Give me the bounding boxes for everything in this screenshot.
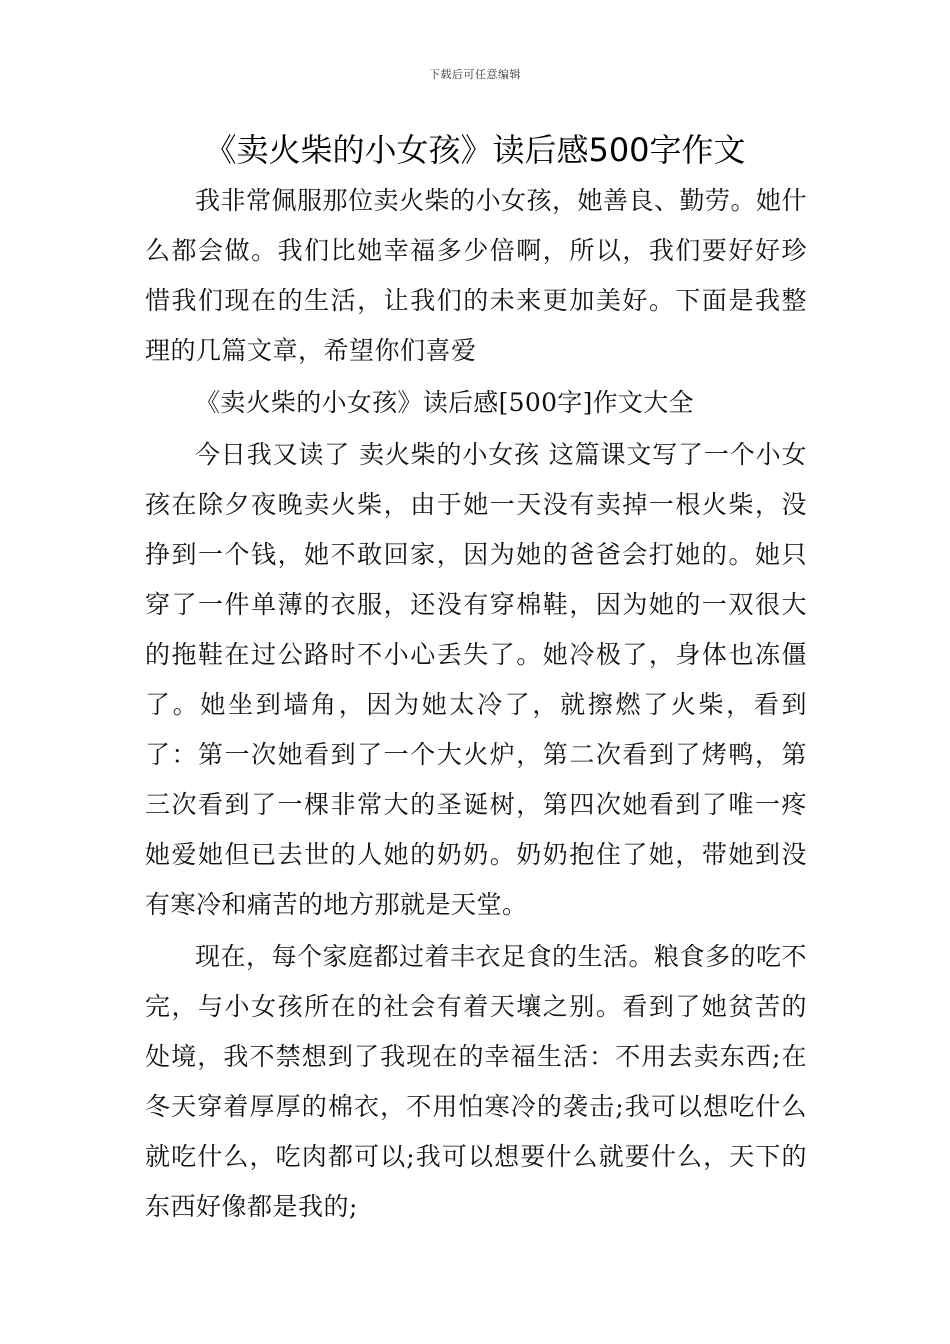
body-paragraph-1: 今日我又读了 卖火柴的小女孩 这篇课文写了一个小女孩在除夕夜晚卖火柴，由于她一天没有卖掉一根火柴，没挣到一个钱，她不敢回家，因为她的爸爸会打她的。她只穿了一件单薄的衣服，还没有穿棉鞋，因为她的一双很大的拖鞋在过公路时不小心丢失了。她冷极了，身体也冻僵了。她坐到墙角，因为她太冷了，就擦燃了火柴，看到了：第一次她看到了一个大火炉，第二次看到了烤鸭，第三次看到了一棵非常大的圣诞树，第四次她看到了唯一疼她爱她但已去世的人她的奶奶。奶奶抱住了她，带她到没有寒冷和痛苦的地方那就是天堂。 [145, 440, 807, 919]
section-subtitle: 《卖火柴的小女孩》读后感[500字]作文大全 [195, 388, 694, 417]
header-note: 下载后可任意编辑 [429, 68, 521, 81]
body-paragraph-2: 现在，每个家庭都过着丰衣足食的生活。粮食多的吃不完，与小女孩所在的社会有着天壤之别。看到了她贫苦的处境，我不禁想到了我现在的幸福生活：不用去卖东西;在冬天穿着厚厚的棉衣，不用怕寒冷的袭击;我可以想吃什么就吃什么，吃肉都可以;我可以想要什么就要什么，天下的东西好像都是我的; [145, 942, 808, 1221]
document-title: 《卖火柴的小女孩》读后感500字作文 [204, 131, 746, 169]
intro-paragraph: 我非常佩服那位卖火柴的小女孩，她善良、勤劳。她什么都会做。我们比她幸福多少倍啊，所以，我们要好好珍惜我们现在的生活，让我们的未来更加美好。下面是我整理的几篇文章，希望你们喜爱 [145, 186, 808, 365]
document-body [145, 176, 807, 1232]
